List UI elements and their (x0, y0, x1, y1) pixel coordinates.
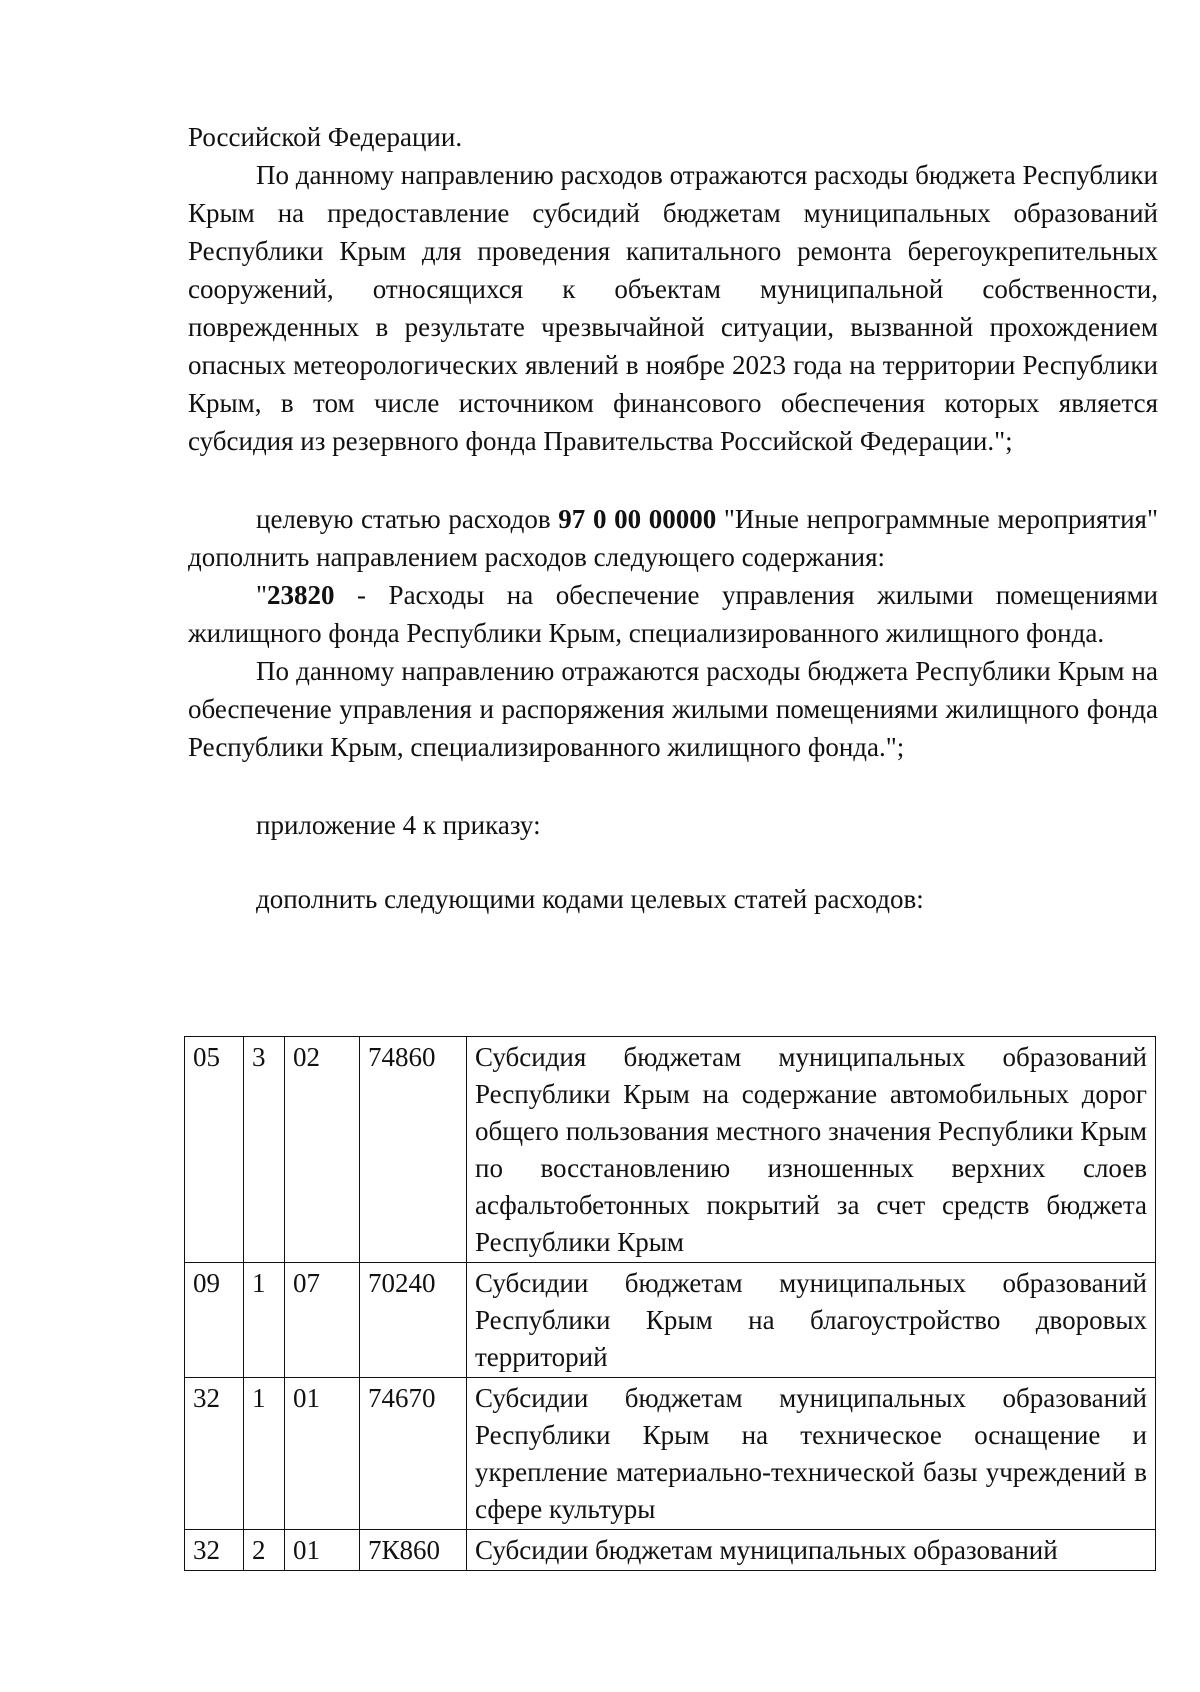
target-article-text-before: целевую статью расходов (256, 504, 559, 534)
activity-code-cell: 01 (285, 1530, 360, 1571)
document-body (188, 118, 1158, 918)
activity-code-cell: 02 (285, 1037, 360, 1263)
program-code-cell: 05 (185, 1037, 244, 1263)
target-article-text-after: "Иные непрограммные мероприятия" дополнить направлением расходов следующего содержания: (188, 504, 1158, 572)
direction-code-cell: 74860 (360, 1037, 467, 1263)
table-row (185, 1378, 1156, 1530)
table-row (185, 1037, 1156, 1263)
program-code-cell: 32 (185, 1530, 244, 1571)
target-codes-table (184, 1036, 1156, 1571)
description-cell: Субсидии бюджетам муниципальных образований Республики Крым на техническое оснащение и укрепление материально-технической базы учреждений в сфере культуры (467, 1378, 1156, 1530)
expense-direction-text: - Расходы на обеспечение управления жилыми помещениями жилищного фонда Республики Крым, специализированного жилищного фонда. (188, 580, 1158, 648)
paragraph-expense-direction (188, 576, 1158, 652)
subprogram-code-cell: 1 (244, 1378, 285, 1530)
target-article-code: 97 0 00 00000 (558, 504, 717, 534)
paragraph-spacer (188, 844, 1158, 880)
subprogram-code-cell: 2 (244, 1530, 285, 1571)
description-cell: Субсидии бюджетам муниципальных образований (467, 1530, 1156, 1571)
table-row (185, 1263, 1156, 1378)
subprogram-code-cell: 1 (244, 1263, 285, 1378)
paragraph-spacer (188, 766, 1158, 806)
subprogram-code-cell: 3 (244, 1037, 285, 1263)
description-cell: Субсидии бюджетам муниципальных образований Республики Крым на благоустройство дворовых территорий (467, 1263, 1156, 1378)
paragraph-appendix-reference: приложение 4 к приказу: (256, 810, 541, 840)
direction-code-cell: 74670 (360, 1378, 467, 1530)
paragraph-add-codes: дополнить следующими кодами целевых статей расходов: (256, 884, 924, 914)
activity-code-cell: 01 (285, 1378, 360, 1530)
paragraph-continuation: Российской Федерации. (188, 122, 463, 152)
program-code-cell: 09 (185, 1263, 244, 1378)
direction-code-cell: 7К860 (360, 1530, 467, 1571)
expense-direction-code: 23820 (267, 580, 335, 610)
paragraph-direction-explanation: По данному направлению отражаются расходы бюджета Республики Крым на обеспечение управления и распоряжения жилыми помещениями жилищного фонда Республики Крым, специализированного жилищного фонда."; (188, 656, 1158, 762)
paragraph-target-article (188, 500, 1158, 576)
activity-code-cell: 07 (285, 1263, 360, 1378)
table-row (185, 1530, 1156, 1571)
paragraph-expense-description: По данному направлению расходов отражаются расходы бюджета Республики Крым на предоставление субсидий бюджетам муниципальных образований Республики Крым для проведения капитального ремонта берегоукрепительных сооружений, относящихся к объектам муниципальной собственности, поврежденных в результате чрезвычайной ситуации, вызванной прохождением опасных метеорологических явлений в ноябре 2023 года на территории Республики Крым, в том числе источником финансового обеспечения которых является субсидия из резервного фонда Правительства Российской Федерации."; (188, 160, 1158, 456)
description-cell: Субсидия бюджетам муниципальных образований Республики Крым на содержание автомобильных дорог общего пользования местного значения Республики Крым по восстановлению изношенных верхних слоев асфальтобетонных покрытий за счет средств бюджета Республики Крым (467, 1037, 1156, 1263)
paragraph-spacer (188, 460, 1158, 500)
direction-code-cell: 70240 (360, 1263, 467, 1378)
expense-direction-quote: " (256, 580, 268, 610)
program-code-cell: 32 (185, 1378, 244, 1530)
